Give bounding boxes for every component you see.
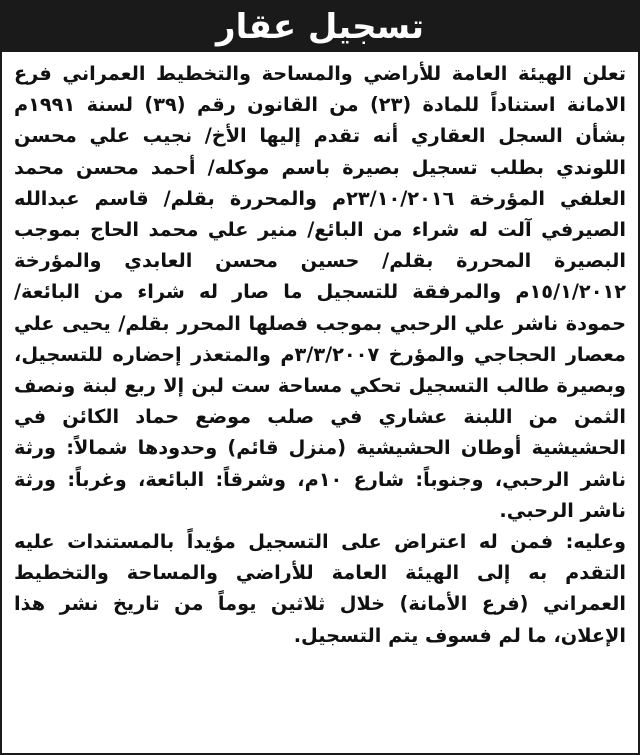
title-bar [2,2,638,52]
notice-paragraph-objection: وعليه: فمن له اعتراض على التسجيل مؤيداً بالمستندات عليه التقدم به إلى الهيئة العامة للأراضي والمساحة والتخطيط العمراني (فرع الأمانة) خلال ثلاثين يوماً من تاريخ نشر هذا الإعلان، ما لم فسوف يتم التسجيل. [14,530,626,647]
notice-title: تسجيل عقار [216,7,424,47]
notice-body [2,52,638,651]
notice-paragraph-announcement: تعلن الهيئة العامة للأراضي والمساحة والتخطيط العمراني فرع الامانة استناداً للمادة (٢٣) من القانون رقم (٣٩) لسنة ١٩٩١م بشأن السجل العقاري أنه تقدم إليها الأخ/ نجيب علي محسن اللوندي بطلب تسجيل بصيرة باسم موكله/ أحمد محسن محمد العلفي المؤرخة ٢٣/١٠/٢٠١٦م والمحررة بقلم/ قاسم عبدالله الصيرفي آلت له شراء من البائع/ منير علي محمد الحاج بموجب البصيرة المحررة بقلم/ حسين محسن العابدي والمؤرخة ١٥/١/٢٠١٢م والمرفقة للتسجيل ما صار له شراء من البائعة/ حمودة ناشر علي الرحبي بموجب فصلها المحرر بقلم/ يحيى علي معصار الحجاجي والمؤرخ ٣/٣/٢٠٠٧م والمتعذر إحضاره للتسجيل، وبصيرة طالب التسجيل تحكي مساحة ست لبن إلا ربع لبنة ونصف الثمن من اللبنة عشاري في صلب موضع حماد الكائن في الحشيشية أوطان الحشيشية (منزل قائم) وحدودها شمالاً: ورثة ناشر الرحبي، وجنوباً: شارع ١٠م، وشرقاً: البائعة، وغرباً: ورثة ناشر الرحبي. [14,62,627,522]
